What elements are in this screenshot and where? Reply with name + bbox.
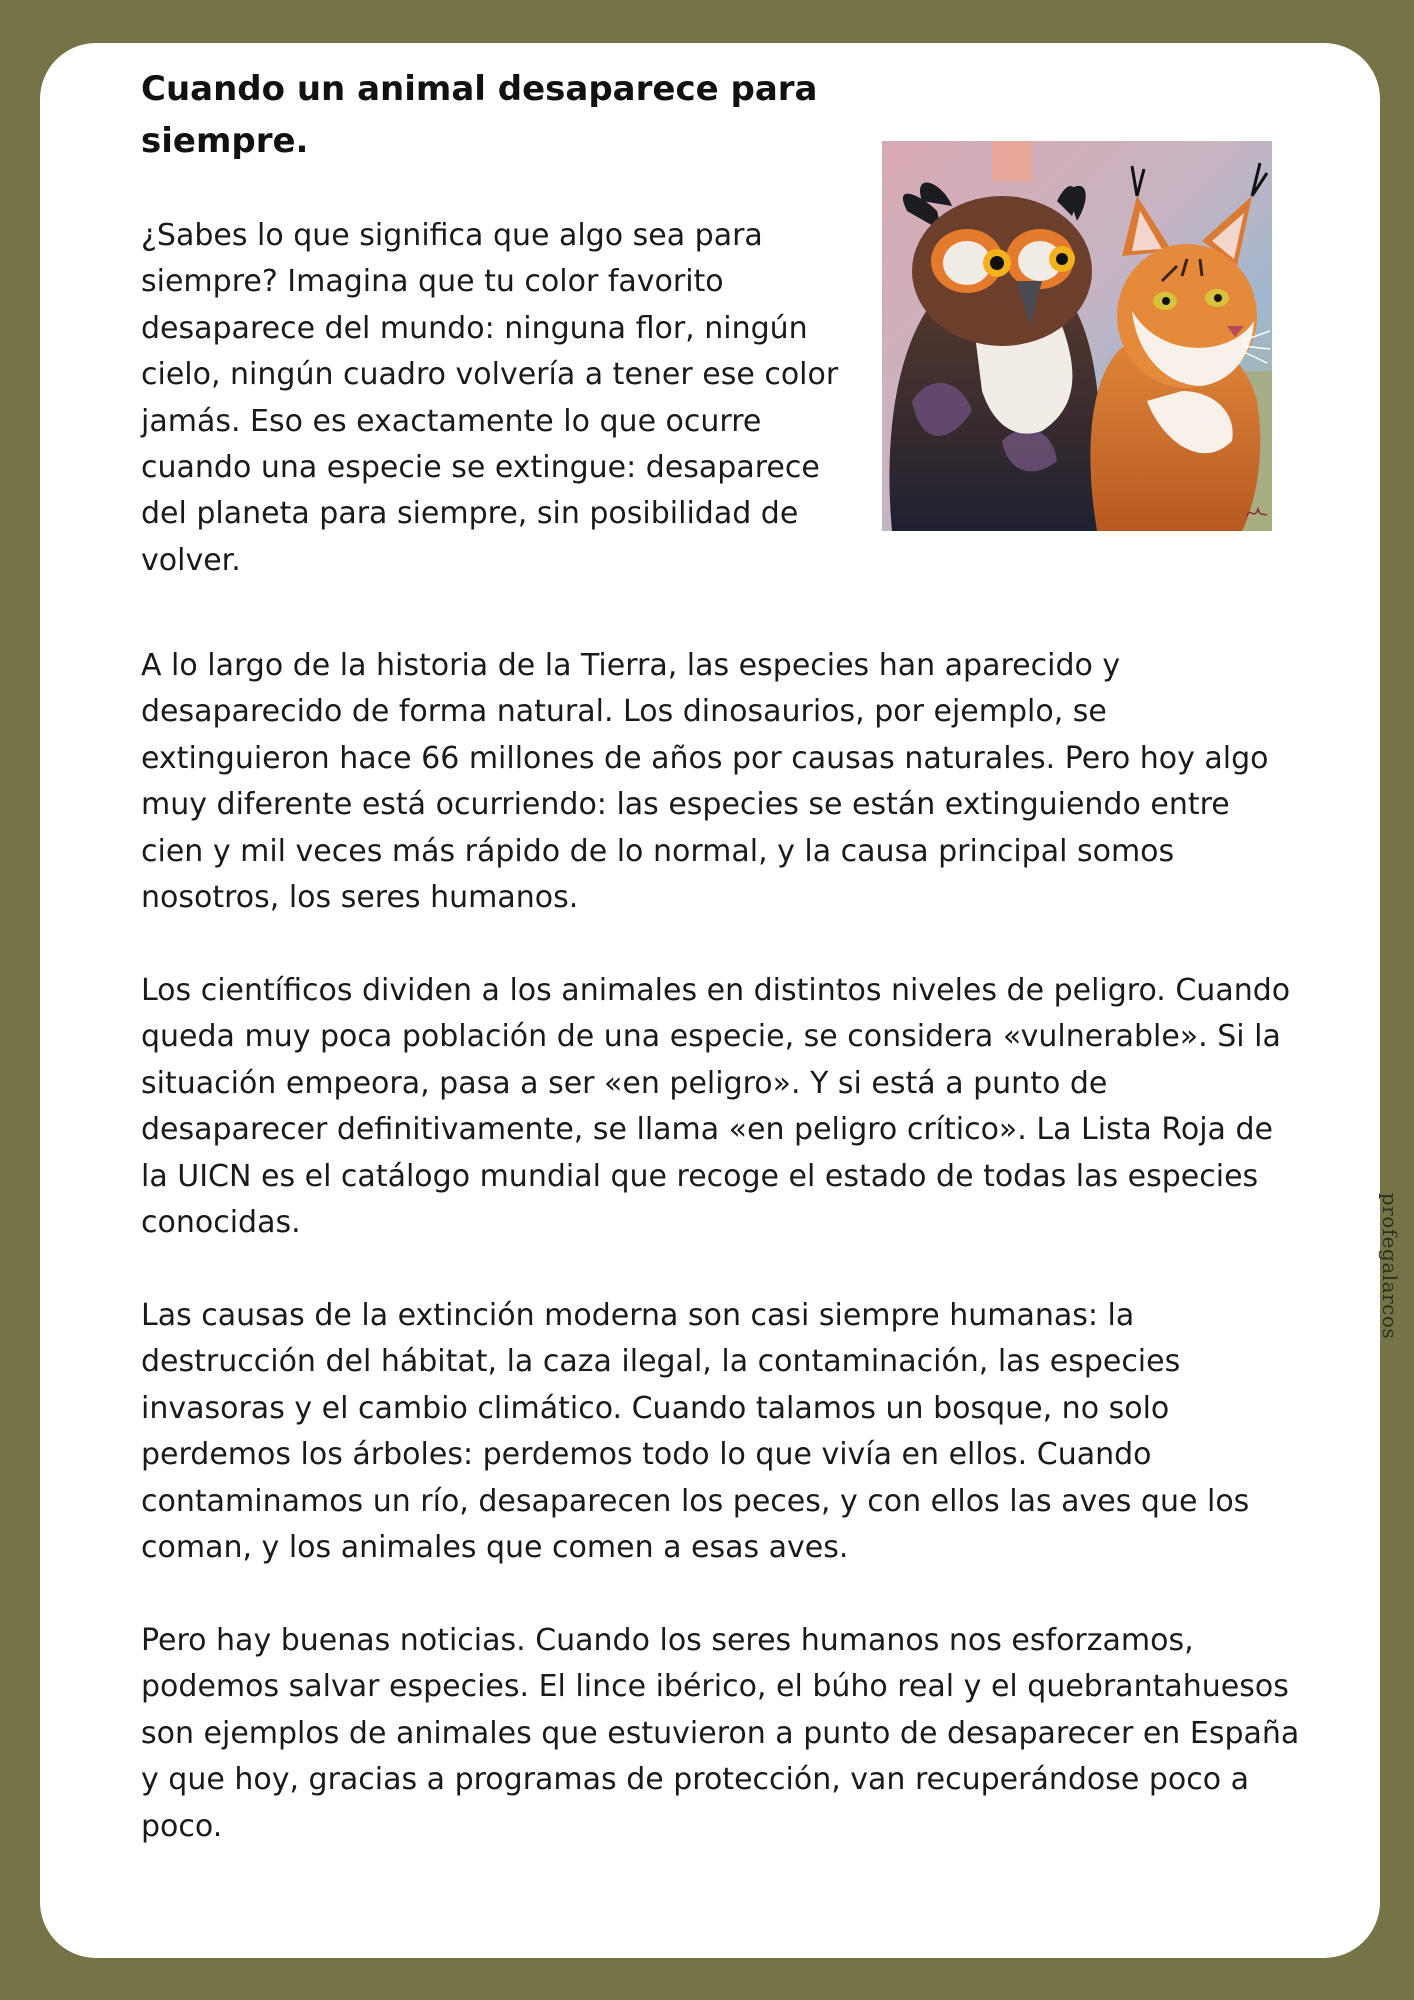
author-watermark: profegalarcos <box>1378 1192 1402 1340</box>
illustration-canvas <box>882 141 1272 531</box>
body-paragraph: A lo largo de la historia de la Tierra, las especies han aparecido y desaparecido de forma natural. Los dinosaurios, por ejemplo, se extinguieron hace 66 millones de años por causas naturales. Pero hoy algo muy diferente está ocurriendo: las especies se están extinguiendo entre cien y mil veces más rápido de lo normal, y la causa principal somos nosotros, los seres humanos. <box>141 648 1269 916</box>
body-paragraph: Los científicos dividen a los animales en distintos niveles de peligro. Cuando queda muy poca población de una especie, se considera «vulnerable». Si la situación empeora, pasa a ser «en peligro». Y si está a punto de desaparecer definitivamente, se llama «en peligro crítico». La Lista Roja de la UICN es el catálogo mundial que recoge el estado de todas las especies conocidas. <box>141 973 1291 1241</box>
body-paragraph: Pero hay buenas noticias. Cuando los seres humanos nos esforzamos, podemos salvar especies. El lince ibérico, el búho real y el quebrantahuesos son ejemplos de animales que estuvieron a punto de desaparecer en España y que hoy, gracias a programas de protección, van recuperándose poco a poco. <box>141 1623 1300 1844</box>
intro-paragraph: ¿Sabes lo que significa que algo sea para siempre? Imagina que tu color favorito desaparece del mundo: ninguna flor, ningún cielo, ningún cuadro volvería a tener ese color jamás. Eso es exactamente lo que ocurre cuando una especie se extingue: desaparece del planeta para siempre, sin posibilidad de volver. <box>141 218 839 578</box>
article-title: Cuando un animal desaparece para siempre. <box>141 69 818 161</box>
body-paragraph: Las causas de la extinción moderna son casi siempre humanas: la destrucción del hábitat, la caza ilegal, la contaminación, las especies invasoras y el cambio climático. Cuando talamos un bosque, no solo perdemos los árboles: perdemos todo lo que vivía en ellos. Cuando contaminamos un río, desaparecen los peces, y con ellos las aves que los coman, y los animales que comen a esas aves. <box>141 1298 1250 1566</box>
document-card <box>40 43 1380 1958</box>
owl-lynx-illustration <box>882 141 1272 531</box>
